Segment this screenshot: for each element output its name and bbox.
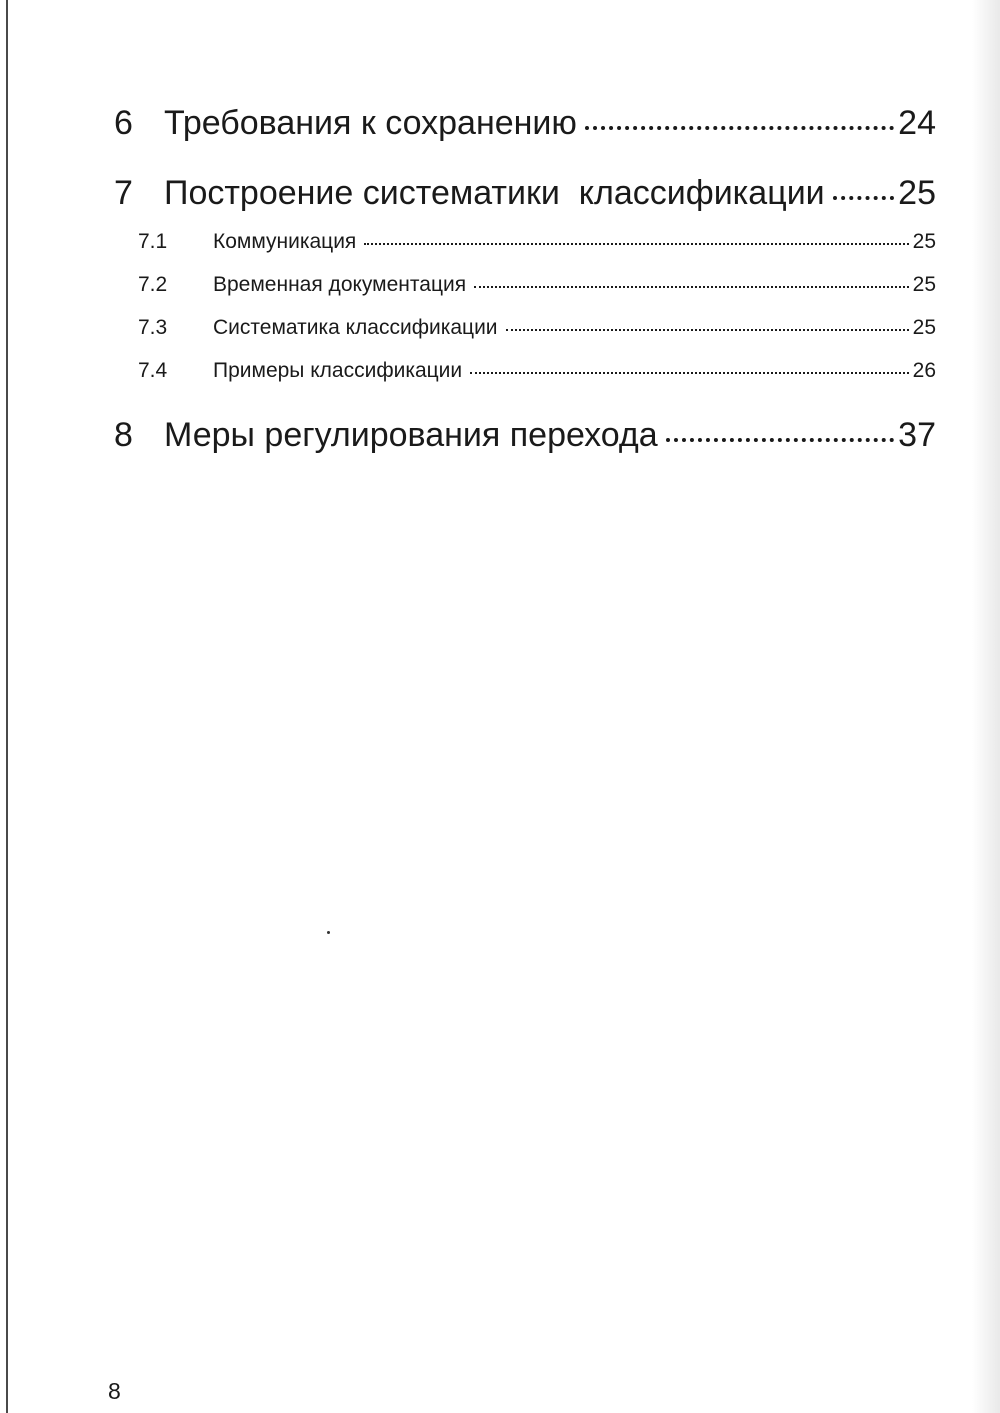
dot-leader (585, 100, 894, 134)
toc-entry-7 (114, 170, 936, 213)
toc-entry-page: 37 (898, 416, 936, 454)
binding-edge (6, 0, 8, 1413)
toc-entry-title: Коммуникация (213, 230, 357, 253)
toc-entry-7-2 (138, 270, 936, 297)
toc-entry-7-1 (138, 227, 936, 254)
dot-leader (666, 412, 895, 446)
toc-entry-7-4 (138, 356, 936, 383)
toc-entry-number: 7.2 (138, 273, 168, 296)
toc-entry-title: Требования к сохранению (164, 104, 577, 142)
toc-entry-7-3 (138, 313, 936, 340)
scan-speck (327, 931, 330, 934)
toc-entry-6 (114, 100, 936, 143)
toc-entry-number: 7.4 (138, 359, 168, 382)
toc-entry-title: Построение систематики классификации (164, 174, 825, 212)
toc-entry-number: 7.3 (138, 316, 168, 339)
toc-entry-page: 25 (912, 316, 936, 339)
toc-entry-title: Примеры классификации (213, 359, 463, 382)
dot-leader (833, 170, 894, 204)
toc-entry-title: Меры регулирования перехода (164, 416, 658, 454)
toc-entry-page: 26 (912, 359, 936, 382)
toc-entry-page: 24 (898, 104, 936, 142)
page-number: 8 (108, 1378, 121, 1404)
toc-entry-number: 7 (114, 174, 133, 212)
toc-entry-title: Временная документация (213, 273, 467, 296)
toc-entry-page: 25 (898, 174, 936, 212)
toc-entry-title: Систематика классификации (213, 316, 498, 339)
toc-entry-number: 7.1 (138, 230, 168, 253)
toc-entry-8 (114, 412, 936, 455)
dot-leader (474, 270, 909, 291)
toc-entry-number: 6 (114, 104, 133, 142)
toc-entry-page: 25 (912, 273, 936, 296)
dot-leader (470, 356, 909, 377)
toc-entry-page: 25 (912, 230, 936, 253)
dot-leader (506, 313, 909, 334)
scan-shadow (972, 0, 1000, 1413)
toc-entry-number: 8 (114, 416, 133, 454)
dot-leader (364, 227, 908, 248)
